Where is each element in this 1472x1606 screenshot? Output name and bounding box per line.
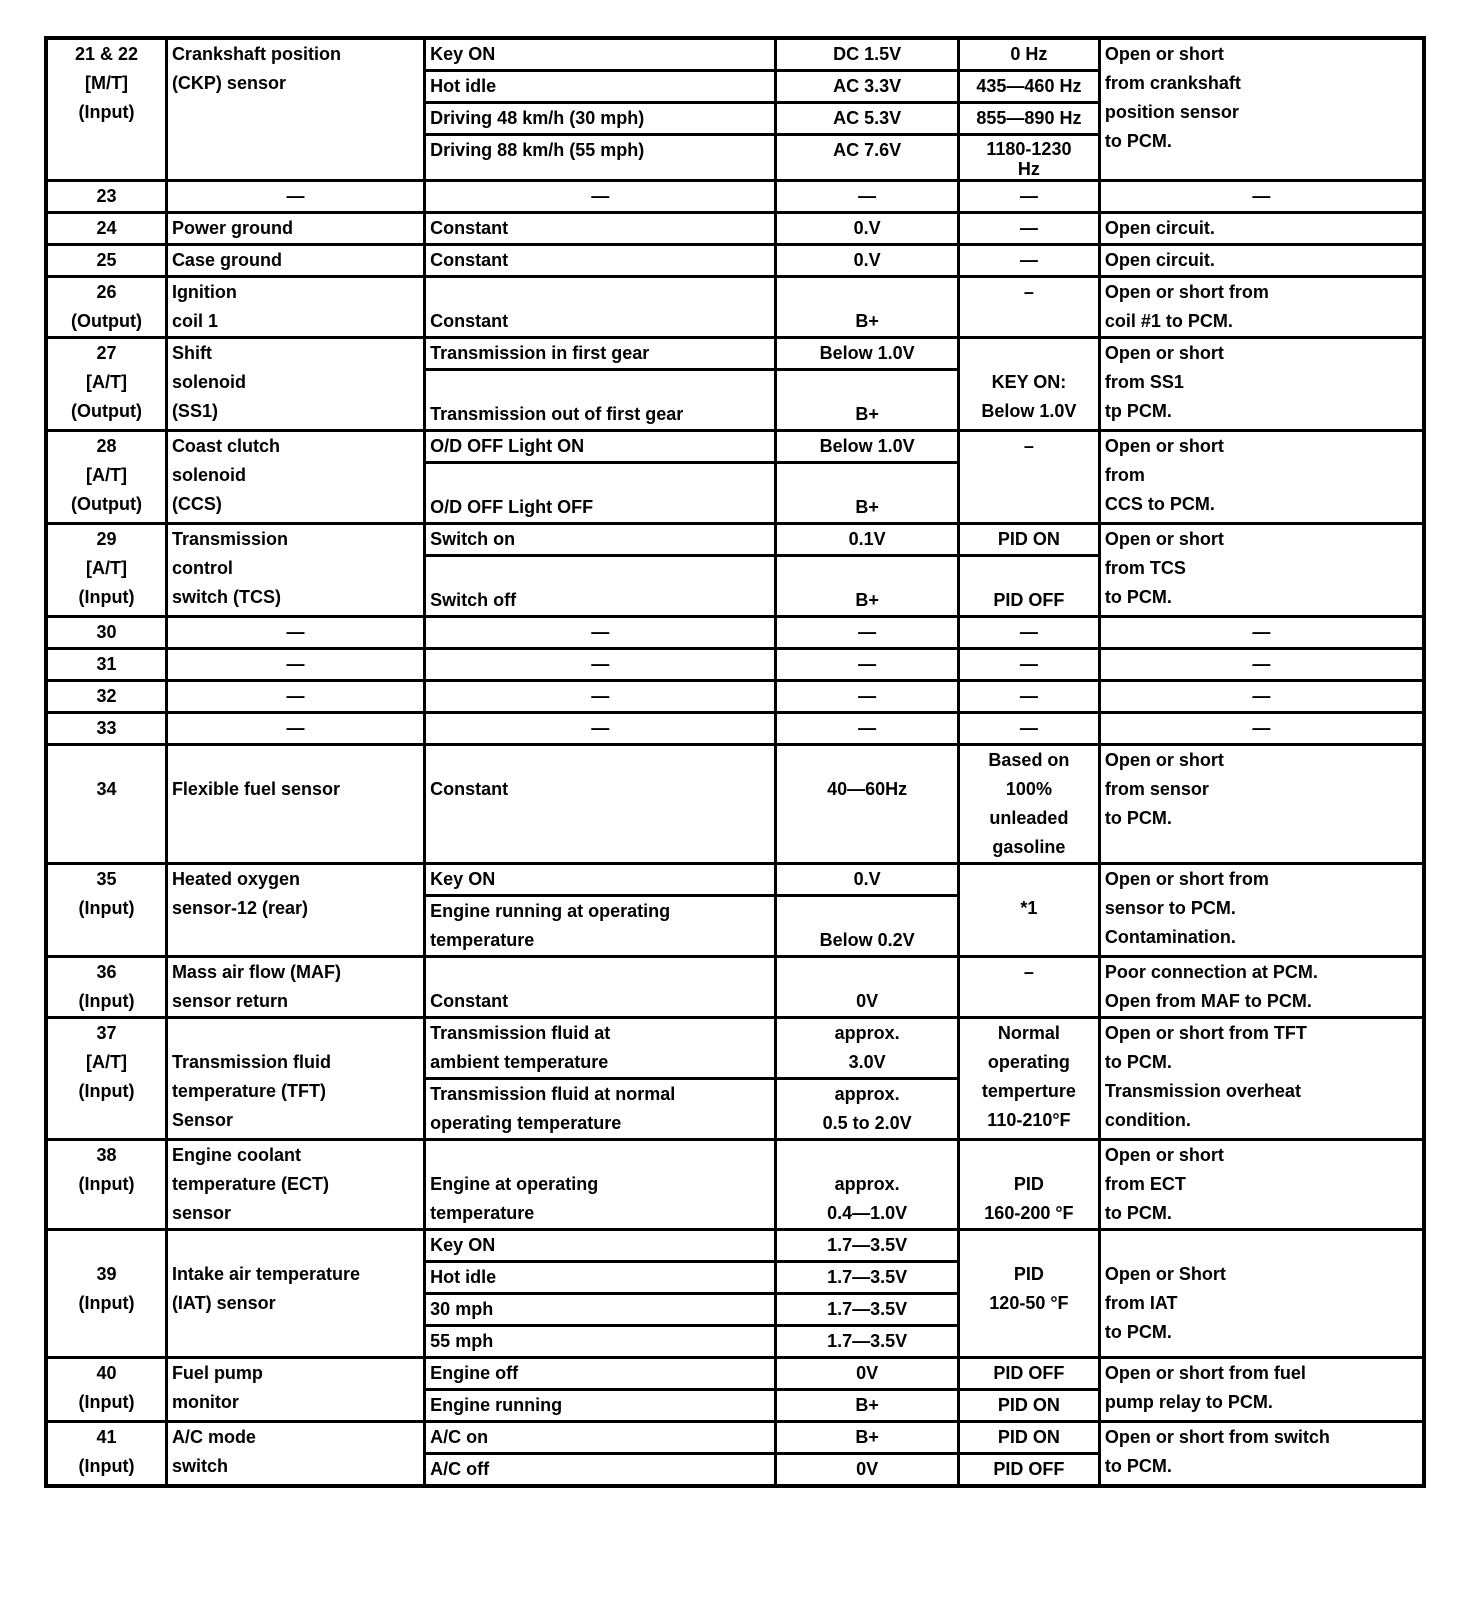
voltage-value: B+ (776, 1390, 959, 1422)
frequency-value: – (959, 431, 1100, 524)
pin-number: 39 (Input) (46, 1230, 166, 1358)
table-row (46, 649, 1424, 681)
frequency-value: — (959, 245, 1100, 277)
circuit-name: Power ground (166, 213, 424, 245)
test-condition: Engine running at operating temperature (425, 896, 776, 957)
table-row (46, 681, 1424, 713)
voltage-value: approx. 0.4—1.0V (776, 1140, 959, 1230)
voltage-value: B+ (776, 1422, 959, 1454)
voltage-value: 0.1V (776, 524, 959, 556)
frequency-value: PID OFF (959, 1454, 1100, 1487)
voltage-value: B+ (776, 463, 959, 524)
table-row (46, 524, 1424, 556)
possible-cause: Poor connection at PCM. Open from MAF to PCM. (1099, 957, 1424, 1018)
test-condition: O/D OFF Light OFF (425, 463, 776, 524)
test-condition: Driving 48 km/h (30 mph) (425, 103, 776, 135)
frequency-value: – (959, 957, 1100, 1018)
voltage-value: 0V (776, 957, 959, 1018)
possible-cause: — (1099, 181, 1424, 213)
pin-number: 41 (Input) (46, 1422, 166, 1487)
circuit-name: Transmission fluid temperature (TFT) Sensor (166, 1018, 424, 1140)
voltage-value: B+ (776, 277, 959, 338)
voltage-value: 1.7—3.5V (776, 1230, 959, 1262)
test-condition: Key ON (425, 1230, 776, 1262)
test-condition: Key ON (425, 38, 776, 71)
voltage-value: approx. 0.5 to 2.0V (776, 1079, 959, 1140)
table-row (46, 431, 1424, 463)
table-row (46, 181, 1424, 213)
circuit-name: Case ground (166, 245, 424, 277)
circuit-name: Transmission control switch (TCS) (166, 524, 424, 617)
frequency-value: — (959, 713, 1100, 745)
test-condition: Constant (425, 245, 776, 277)
test-condition: — (425, 649, 776, 681)
voltage-value: — (776, 649, 959, 681)
possible-cause: Open or Short from IAT to PCM. (1099, 1230, 1424, 1358)
voltage-value: 40—60Hz (776, 745, 959, 864)
voltage-value: DC 1.5V (776, 38, 959, 71)
frequency-value: PID ON (959, 1390, 1100, 1422)
test-condition: — (425, 617, 776, 649)
pin-number: 36 (Input) (46, 957, 166, 1018)
voltage-value: — (776, 713, 959, 745)
frequency-value: — (959, 649, 1100, 681)
table-row (46, 1018, 1424, 1079)
table-row (46, 1358, 1424, 1390)
possible-cause: — (1099, 713, 1424, 745)
voltage-value: 0.V (776, 864, 959, 896)
pin-number: 33 (46, 713, 166, 745)
pin-number: 31 (46, 649, 166, 681)
possible-cause: Open or short from switch to PCM. (1099, 1422, 1424, 1487)
possible-cause: Open or short from TFT to PCM. Transmission overheat condition. (1099, 1018, 1424, 1140)
voltage-value: 1.7—3.5V (776, 1294, 959, 1326)
possible-cause: Open or short from coil #1 to PCM. (1099, 277, 1424, 338)
possible-cause: Open or short from fuel pump relay to PCM. (1099, 1358, 1424, 1422)
frequency-value: 435—460 Hz (959, 71, 1100, 103)
pin-number: 27 [A/T] (Output) (46, 338, 166, 431)
frequency-value: — (959, 181, 1100, 213)
voltage-value: approx. 3.0V (776, 1018, 959, 1079)
test-condition: Switch on (425, 524, 776, 556)
table-row (46, 245, 1424, 277)
voltage-value: B+ (776, 370, 959, 431)
pin-number: 29 [A/T] (Input) (46, 524, 166, 617)
table-row (46, 213, 1424, 245)
voltage-value: Below 1.0V (776, 338, 959, 370)
test-condition: — (425, 713, 776, 745)
pin-number: 35 (Input) (46, 864, 166, 957)
voltage-value: Below 1.0V (776, 431, 959, 463)
test-condition: Transmission fluid at ambient temperature (425, 1018, 776, 1079)
voltage-value: 0.V (776, 245, 959, 277)
frequency-value: PID 120-50 °F (959, 1230, 1100, 1358)
test-condition: — (425, 681, 776, 713)
voltage-value: 0.V (776, 213, 959, 245)
table-row (46, 38, 1424, 71)
frequency-value: 855—890 Hz (959, 103, 1100, 135)
test-condition: — (425, 181, 776, 213)
circuit-name: — (166, 649, 424, 681)
test-condition: Constant (425, 745, 776, 864)
possible-cause: Open or short from crankshaft position sensor to PCM. (1099, 38, 1424, 181)
pin-number: 38 (Input) (46, 1140, 166, 1230)
voltage-value: AC 5.3V (776, 103, 959, 135)
pin-number: 32 (46, 681, 166, 713)
test-condition: A/C off (425, 1454, 776, 1487)
voltage-value: 0V (776, 1454, 959, 1487)
test-condition: Engine at operating temperature (425, 1140, 776, 1230)
pin-number: 23 (46, 181, 166, 213)
possible-cause: Open or short from SS1 tp PCM. (1099, 338, 1424, 431)
test-condition: A/C on (425, 1422, 776, 1454)
pin-number: 21 & 22 [M/T] (Input) (46, 38, 166, 181)
frequency-value: PID OFF (959, 1358, 1100, 1390)
table-row (46, 277, 1424, 338)
test-condition: Engine off (425, 1358, 776, 1390)
circuit-name: — (166, 617, 424, 649)
test-condition: Key ON (425, 864, 776, 896)
possible-cause: — (1099, 649, 1424, 681)
voltage-value: AC 7.6V (776, 135, 959, 181)
pin-number: 28 [A/T] (Output) (46, 431, 166, 524)
frequency-value: Based on 100% unleaded gasoline (959, 745, 1100, 864)
possible-cause: Open or short from ECT to PCM. (1099, 1140, 1424, 1230)
frequency-value: 0 Hz (959, 38, 1100, 71)
voltage-value: — (776, 681, 959, 713)
frequency-value: 1180-1230 Hz (959, 135, 1100, 181)
circuit-name: A/C mode switch (166, 1422, 424, 1487)
voltage-value: 1.7—3.5V (776, 1326, 959, 1358)
circuit-name: Mass air flow (MAF) sensor return (166, 957, 424, 1018)
circuit-name: Ignition coil 1 (166, 277, 424, 338)
voltage-value: 0V (776, 1358, 959, 1390)
pin-number: 24 (46, 213, 166, 245)
test-condition: 30 mph (425, 1294, 776, 1326)
table-row (46, 957, 1424, 1018)
circuit-name: Engine coolant temperature (ECT) sensor (166, 1140, 424, 1230)
possible-cause: Open or short from TCS to PCM. (1099, 524, 1424, 617)
table-row (46, 864, 1424, 896)
possible-cause: — (1099, 617, 1424, 649)
pin-number: 34 (46, 745, 166, 864)
frequency-value: — (959, 213, 1100, 245)
test-condition: O/D OFF Light ON (425, 431, 776, 463)
table-row (46, 713, 1424, 745)
circuit-name: Crankshaft position (CKP) sensor (166, 38, 424, 181)
voltage-value: 1.7—3.5V (776, 1262, 959, 1294)
table-row (46, 1422, 1424, 1454)
frequency-value: — (959, 681, 1100, 713)
circuit-name: Shift solenoid (SS1) (166, 338, 424, 431)
test-condition: Switch off (425, 556, 776, 617)
table-row (46, 617, 1424, 649)
circuit-name: — (166, 681, 424, 713)
test-condition: 55 mph (425, 1326, 776, 1358)
table-row (46, 745, 1424, 864)
circuit-name: Intake air temperature (IAT) sensor (166, 1230, 424, 1358)
test-condition: Hot idle (425, 71, 776, 103)
circuit-name: Coast clutch solenoid (CCS) (166, 431, 424, 524)
table-row (46, 338, 1424, 370)
test-condition: Constant (425, 277, 776, 338)
pin-number: 25 (46, 245, 166, 277)
test-condition: Hot idle (425, 1262, 776, 1294)
test-condition: Engine running (425, 1390, 776, 1422)
test-condition: Transmission fluid at normal operating temperature (425, 1079, 776, 1140)
possible-cause: Open or short from CCS to PCM. (1099, 431, 1424, 524)
frequency-value: — (959, 617, 1100, 649)
circuit-name: — (166, 181, 424, 213)
voltage-value: B+ (776, 556, 959, 617)
circuit-name: Flexible fuel sensor (166, 745, 424, 864)
frequency-value: PID 160-200 °F (959, 1140, 1100, 1230)
test-condition: Constant (425, 957, 776, 1018)
frequency-value: PID ON (959, 524, 1100, 556)
table-row (46, 1230, 1424, 1262)
test-condition: Transmission out of first gear (425, 370, 776, 431)
pin-number: 26 (Output) (46, 277, 166, 338)
circuit-name: — (166, 713, 424, 745)
voltage-value: AC 3.3V (776, 71, 959, 103)
pin-number: 40 (Input) (46, 1358, 166, 1422)
test-condition: Driving 88 km/h (55 mph) (425, 135, 776, 181)
voltage-value: Below 0.2V (776, 896, 959, 957)
possible-cause: Open circuit. (1099, 213, 1424, 245)
possible-cause: — (1099, 681, 1424, 713)
frequency-value: KEY ON: Below 1.0V (959, 338, 1100, 431)
pin-number: 37 [A/T] (Input) (46, 1018, 166, 1140)
frequency-value: – (959, 277, 1100, 338)
pcm-pin-table (44, 36, 1426, 1488)
possible-cause: Open or short from sensor to PCM. (1099, 745, 1424, 864)
test-condition: Transmission in first gear (425, 338, 776, 370)
circuit-name: Fuel pump monitor (166, 1358, 424, 1422)
voltage-value: — (776, 181, 959, 213)
circuit-name: Heated oxygen sensor-12 (rear) (166, 864, 424, 957)
possible-cause: Open circuit. (1099, 245, 1424, 277)
frequency-value: *1 (959, 864, 1100, 957)
table-row (46, 1140, 1424, 1230)
voltage-value: — (776, 617, 959, 649)
frequency-value: Normal operating temperture 110-210°F (959, 1018, 1100, 1140)
pin-number: 30 (46, 617, 166, 649)
test-condition: Constant (425, 213, 776, 245)
possible-cause: Open or short from sensor to PCM. Contamination. (1099, 864, 1424, 957)
frequency-value: PID ON (959, 1422, 1100, 1454)
frequency-value: PID OFF (959, 556, 1100, 617)
